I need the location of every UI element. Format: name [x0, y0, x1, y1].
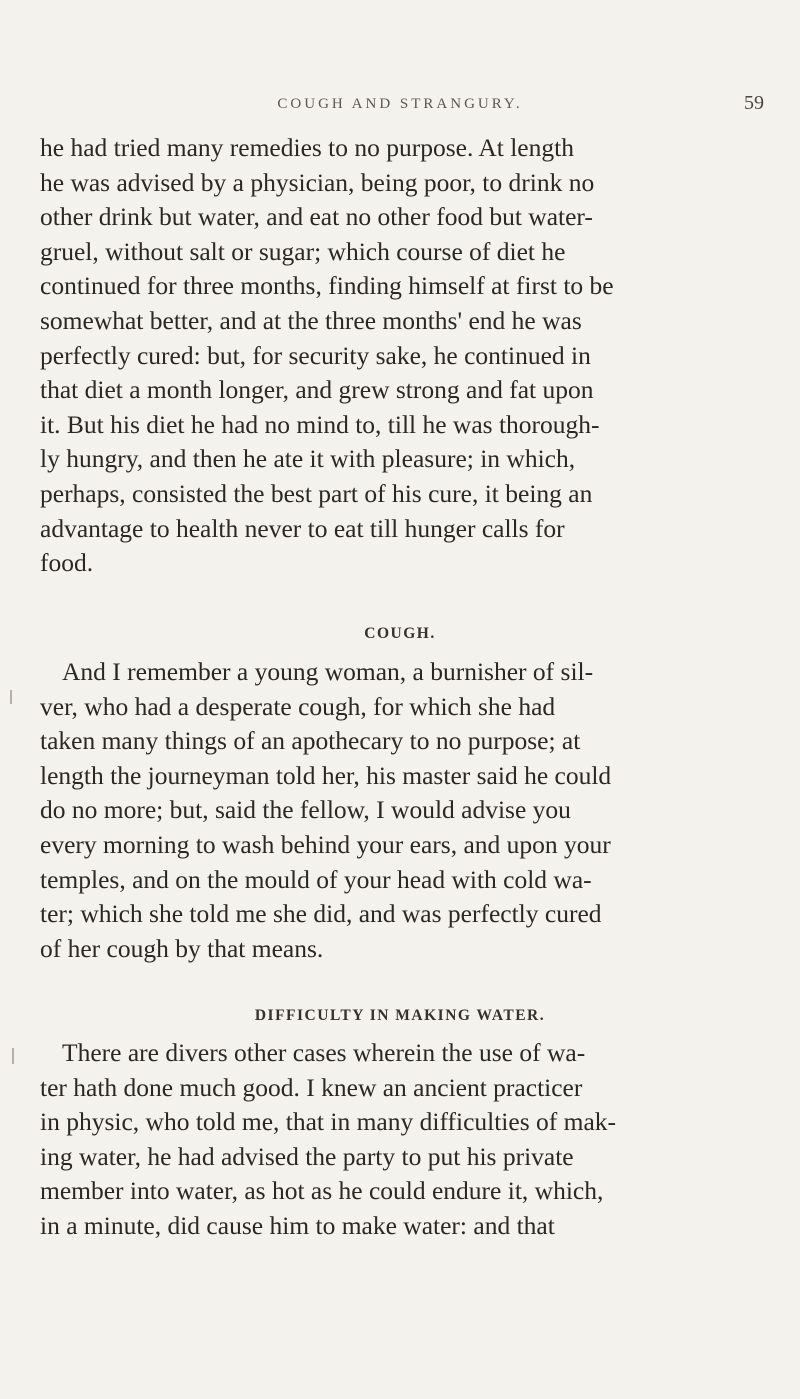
text-line: other drink but water, and eat no other food but water- — [40, 202, 593, 232]
text-line: taken many things of an apothecary to no purpose; at — [40, 726, 581, 756]
text-line: he was advised by a physician, being poor, to drink no — [40, 167, 595, 197]
text-line: ter; which she told me she did, and was perfectly cured — [40, 899, 602, 929]
text-line: length the journeyman told her, his master said he could — [40, 760, 612, 790]
paragraph-2 — [40, 655, 792, 966]
text-line: of her cough by that means. — [40, 933, 324, 963]
text-line: that diet a month longer, and grew strong and fat upon — [40, 375, 594, 405]
text-line: somewhat better, and at the three months' end he was — [40, 305, 582, 335]
text-line: continued for three months, finding himself at first to be — [40, 271, 614, 301]
section-heading-difficulty-making-water: DIFFICULTY IN MAKING WATER. — [254, 1007, 546, 1024]
text-line: perfectly cured: but, for security sake, he continued in — [40, 340, 591, 370]
paragraph-3 — [40, 1036, 792, 1244]
text-line: perhaps, consisted the best part of his cure, it being an — [40, 478, 593, 508]
text-line: ing water, he had advised the party to put his private — [40, 1141, 574, 1171]
text-line: member into water, as hot as he could endure it, which, — [40, 1176, 604, 1206]
text-line: every morning to wash behind your ears, and upon your — [40, 829, 611, 859]
text-line: he had tried many remedies to no purpose. At length — [40, 133, 574, 162]
text-line: ter hath done much good. I knew an ancient practicer — [40, 1072, 583, 1102]
paragraph-1 — [40, 131, 792, 581]
margin-mark — [12, 1048, 14, 1064]
text-line: in physic, who told me, that in many difficulties of mak- — [40, 1107, 617, 1137]
margin-mark — [10, 690, 12, 704]
text-line: gruel, without salt or sugar; which course of diet he — [40, 236, 566, 266]
text-line: And I remember a young woman, a burnisher of sil- — [62, 657, 594, 686]
text-line: advantage to health never to eat till hunger calls for — [40, 513, 565, 543]
text-line: it. But his diet he had no mind to, till he was thorough- — [40, 409, 600, 439]
text-line: do no more; but, said the fellow, I would advise you — [40, 795, 571, 825]
text-line: ver, who had a desperate cough, for which she had — [40, 691, 556, 721]
text-line: in a minute, did cause him to make water: and that — [40, 1210, 555, 1240]
page-number: 59 — [744, 92, 764, 114]
text-line: temples, and on the mould of your head with cold wa- — [40, 864, 592, 894]
text-line: ly hungry, and then he ate it with pleasure; in which, — [40, 444, 576, 474]
running-head: COUGH AND STRANGURY. — [277, 96, 523, 112]
text-line: food. — [40, 548, 94, 578]
section-heading-cough: COUGH. — [364, 625, 436, 642]
text-line: There are divers other cases wherein the use of wa- — [62, 1038, 586, 1067]
